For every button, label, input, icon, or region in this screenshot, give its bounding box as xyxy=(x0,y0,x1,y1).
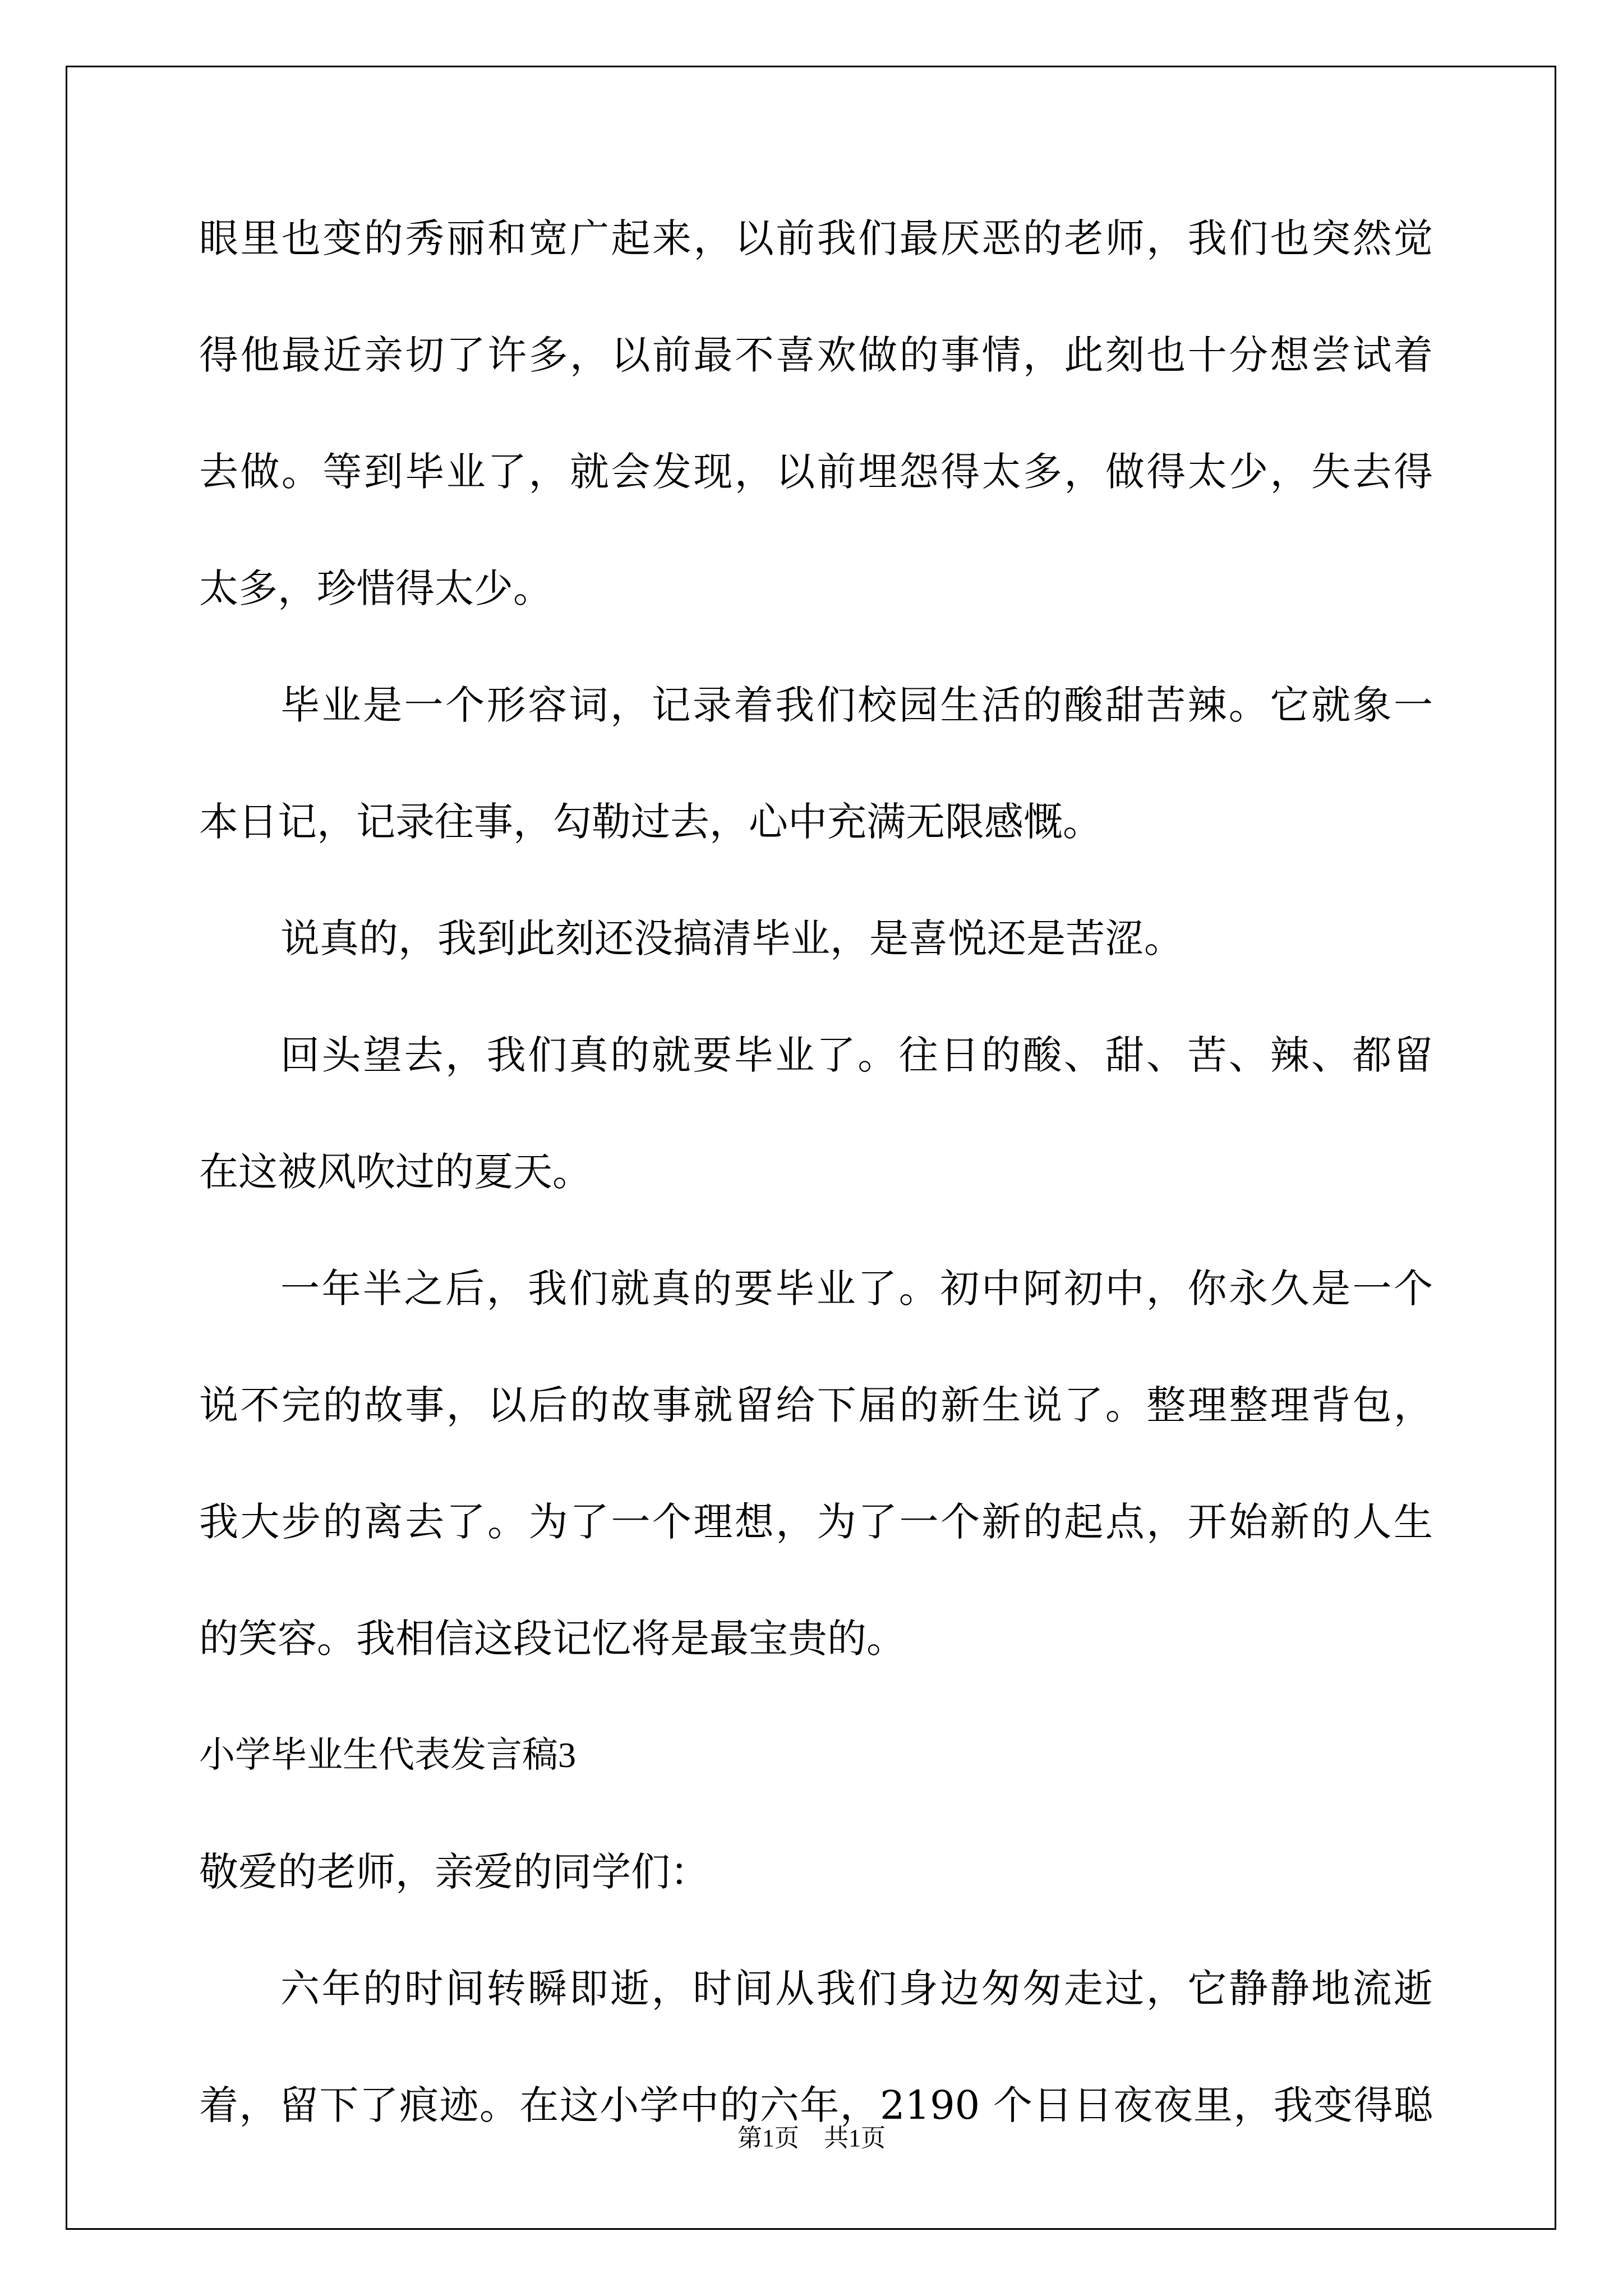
section-heading: 小学毕业生代表发言稿3 xyxy=(199,1735,576,1775)
text-line: 去做。等到毕业了，就会发现，以前埋怨得太多，做得太少，失去得 xyxy=(199,449,1433,495)
text-line: 眼里也变的秀丽和宽广起来，以前我们最厌恶的老师，我们也突然觉 xyxy=(199,215,1433,261)
text-line: 说不完的故事，以后的故事就留给下届的新生说了。整理整理背包， xyxy=(199,1382,1433,1428)
text-line: 六年的时间转瞬即逝，时间从我们身边匆匆走过，它静静地流逝 xyxy=(280,1966,1433,2012)
text-line: 我大步的离去了。为了一个理想，为了一个新的起点，开始新的人生 xyxy=(199,1499,1433,1545)
text-line: 太多，珍惜得太少。 xyxy=(199,565,552,611)
text-line: 一年半之后，我们就真的要毕业了。初中阿初中，你永久是一个 xyxy=(280,1266,1433,1312)
text-line: 说真的，我到此刻还没搞清毕业，是喜悦还是苦涩。 xyxy=(280,915,1183,961)
text-line: 得他最近亲切了许多，以前最不喜欢做的事情，此刻也十分想尝试着 xyxy=(199,332,1433,378)
paragraph-block-1 xyxy=(199,199,1433,1716)
text-line: 回头望去，我们真的就要毕业了。往日的酸、甜、苦、辣、都留 xyxy=(280,1032,1433,1078)
salutation: 敬爱的老师，亲爱的同学们： xyxy=(199,1849,709,1895)
text-line: 毕业是一个形容词，记录着我们校园生活的酸甜苦辣。它就象一 xyxy=(280,682,1433,728)
text-line: 着，留下了痕迹。在这小学中的六年，2190 个日日夜夜里，我变得聪 xyxy=(199,2082,1433,2128)
page-footer: 第1页 共1页 xyxy=(737,2124,886,2152)
text-line: 本日记，记录往事，勾勒过去，心中充满无限感慨。 xyxy=(199,799,1102,845)
text-line: 的笑容。我相信这段记忆将是最宝贵的。 xyxy=(199,1616,906,1662)
text-line: 在这被风吹过的夏天。 xyxy=(199,1149,592,1195)
document-body xyxy=(199,199,1433,2183)
